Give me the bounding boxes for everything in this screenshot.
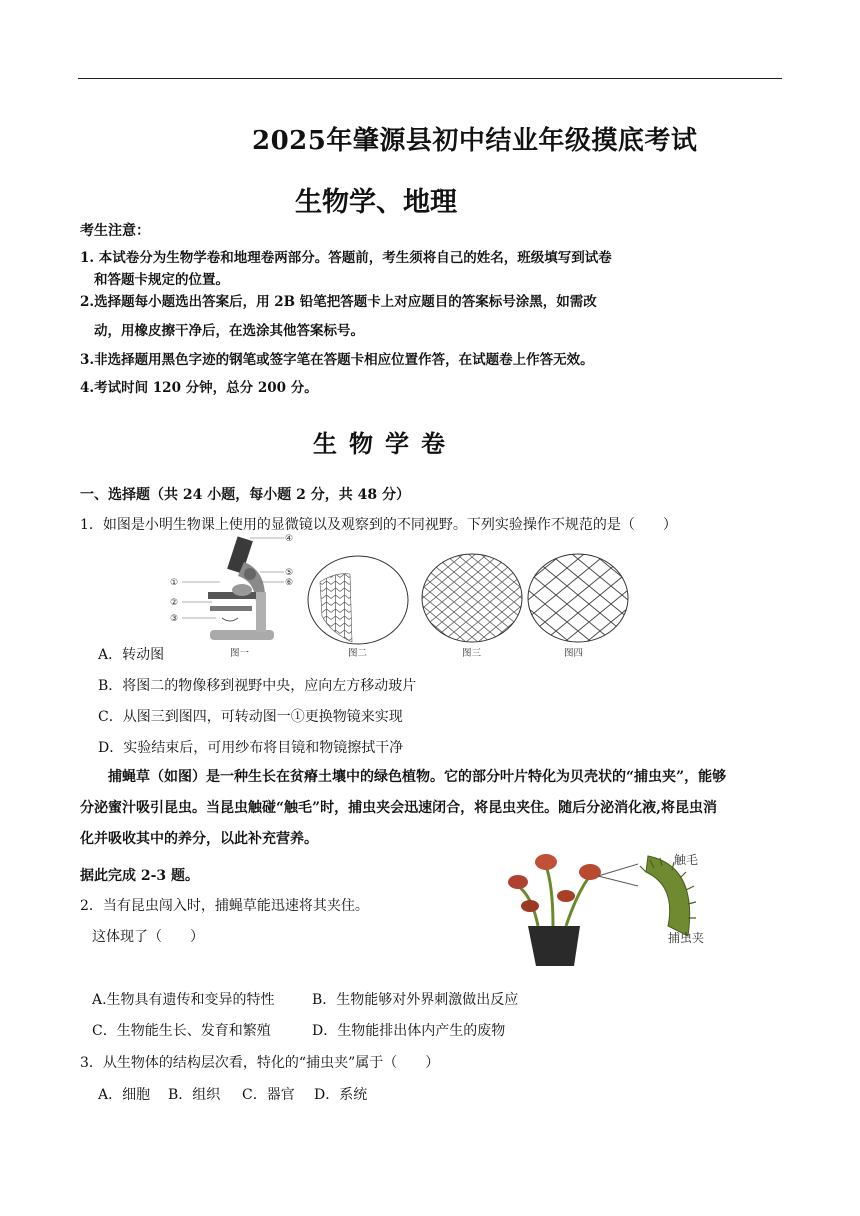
label-2: ② [170,598,179,608]
q1-option-d: D．实验结束后，可用纱布将目镜和物镜擦拭干净 [98,740,404,756]
q1-option-c: C．从图三到图四，可转动图一①更换物镜来实现 [98,709,403,725]
passage-line-1: 捕蝇草（如图）是一种生长在贫瘠土壤中的绿色植物。它的部分叶片特化为贝壳状的“捕虫夹”，能够 [108,769,727,785]
q3-option-a: A．细胞 [98,1087,151,1103]
trap-closeup [640,856,696,936]
notice-item-1-cont: 和答题卡规定的位置。 [94,272,229,288]
label-5: ⑤ [285,568,294,578]
section-title: 生物学卷 [313,429,457,458]
caption-fig1: 图一 [230,648,250,659]
notice-item-1: 1. 本试卷分为生物学卷和地理卷两部分。答题前，考生须将自己的姓名，班级填写到试卷 [80,250,612,266]
q2-stem: 2．当有昆虫闯入时，捕蝇草能迅速将其夹住。 [80,898,369,914]
passage-line-2: 分泌蜜汁吸引昆虫。当昆虫触碰“触毛”时，捕虫夹会迅速闭合，将昆虫夹住。随后分泌消化液,将昆虫消 [80,800,717,816]
q2-option-c: C．生物能生长、发育和繁殖 [92,1023,271,1039]
microscope-drawing [208,536,274,640]
q1-option-b: B．将图二的物像移到视野中央，应向左方移动玻片 [98,678,417,694]
q3-stem: 3．从生物体的结构层次看，特化的“捕虫夹”属于（ ） [80,1055,440,1071]
exam-title: 2025年肇源县初中结业年级摸底考试 [252,126,698,156]
part1-heading: 一、选择题（共 24 小题，每小题 2 分，共 48 分） [80,487,410,503]
flytrap-figure [508,846,728,972]
view-3 [422,554,522,642]
header-rule [78,78,782,79]
label-trigger-hair: 触毛 [674,853,699,867]
q2-stem-cont: 这体现了（ ） [92,929,204,945]
exam-subject: 生物学、地理 [295,187,457,218]
q3-option-c: C．器官 [242,1087,295,1103]
microscope-figure [160,532,640,662]
caption-fig4: 图四 [564,648,584,659]
passage-line-3: 化并吸收其中的养分，以此补充营养。 [80,831,318,847]
passage-lead: 据此完成 2-3 题。 [80,868,200,884]
label-3: ③ [170,614,179,624]
q2-option-b: B．生物能够对外界刺激做出反应 [312,992,519,1008]
label-4: ④ [285,534,294,544]
q2-option-d: D．生物能排出体内产生的废物 [312,1023,506,1039]
q1-stem: 1．如图是小明生物课上使用的显微镜以及观察到的不同视野。下列实验操作不规范的是（ ） [80,517,677,533]
label-trap: 捕虫夹 [668,931,705,945]
q3-option-b: B．组织 [168,1087,221,1103]
flytrap-plant [508,854,601,966]
caption-fig2: 图二 [348,648,368,659]
caption-fig3: 图三 [462,648,482,659]
notice-item-4: 4.考试时间 120 分钟，总分 200 分。 [80,380,318,396]
notice-item-2-cont: 动，用橡皮擦干净后，在选涂其他答案标号。 [94,323,364,339]
view-4 [528,554,628,642]
notice-item-2: 2.选择题每小题选出答案后，用 2B 铅笔把答题卡上对应题目的答案标号涂黑，如需改 [80,294,597,310]
q2-option-a: A.生物具有遗传和变异的特性 [92,992,275,1008]
notice-item-3: 3.非选择题用黑色字迹的钢笔或签字笔在答题卡相应位置作答，在试题卷上作答无效。 [80,352,594,368]
notice-title: 考生注意： [80,223,150,239]
label-6: ⑥ [285,578,294,588]
q3-option-d: D．系统 [314,1087,368,1103]
q1-option-a: A．转动图 [98,647,165,663]
view-2 [308,556,408,644]
label-1: ① [170,578,179,588]
